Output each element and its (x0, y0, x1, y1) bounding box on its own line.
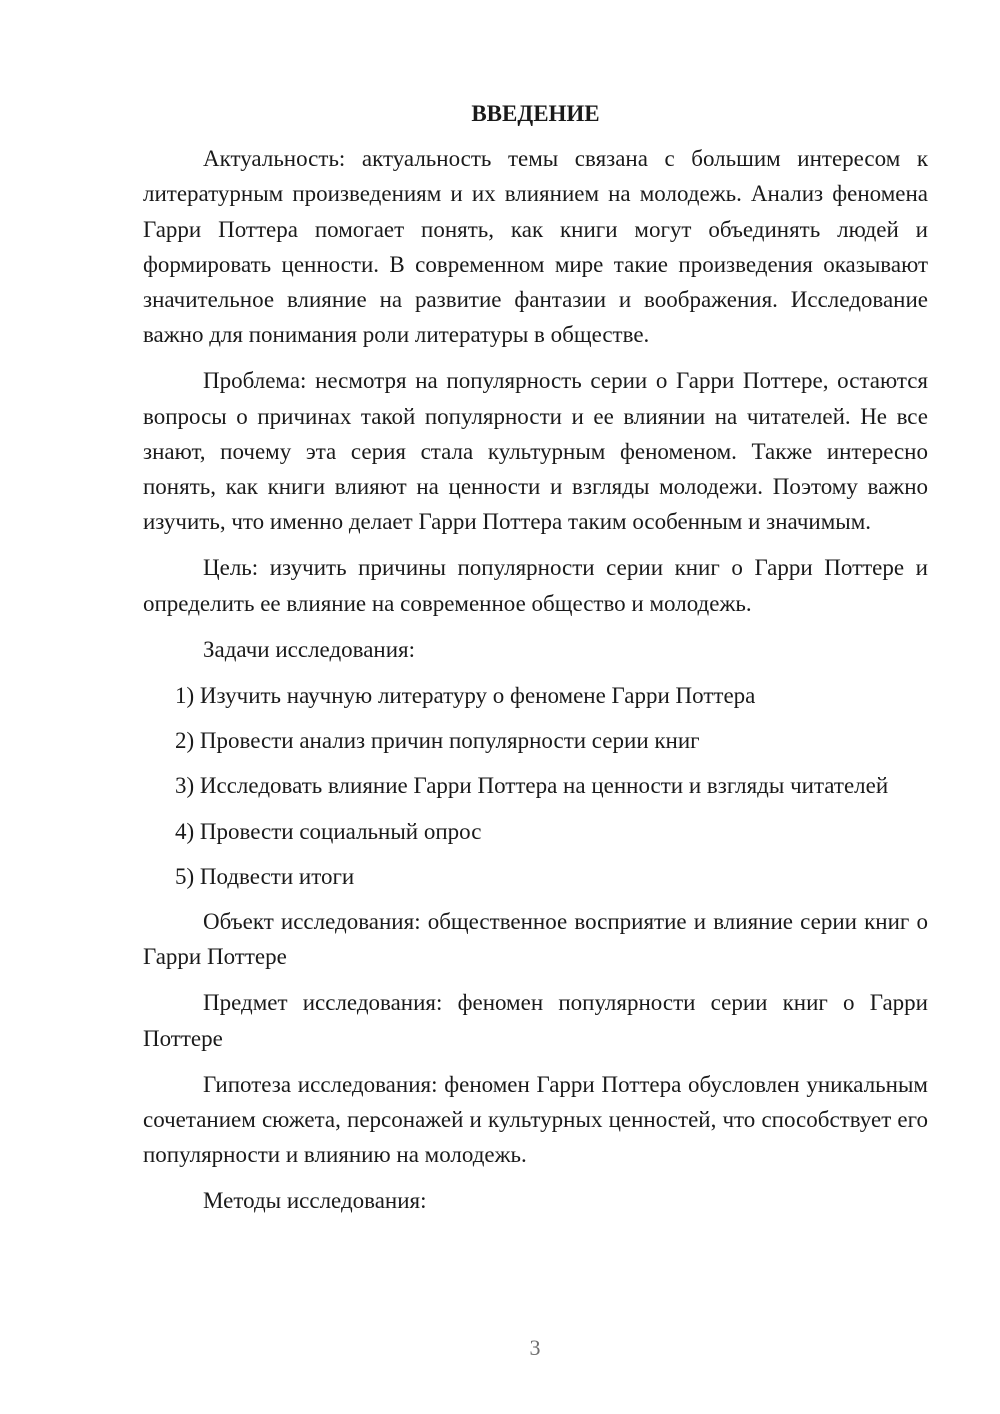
task-item: 5) Подвести итоги (175, 863, 355, 889)
paragraph-tasks-heading: Задачи исследования: (203, 636, 416, 662)
task-item: 1) Изучить научную литературу о феномене Гарри Поттера (175, 683, 756, 709)
document-page (143, 96, 928, 1230)
paragraph-hypothesis: Гипотеза исследования: феномен Гарри Поттера обусловлен уникальным сочетанием сюжета, персонажей и культурных ценностей, что способствует его популярности и влиянию на молодежь. (143, 1071, 928, 1168)
task-item: 3) Исследовать влияние Гарри Поттера на ценности и взгляды читателей (175, 773, 889, 799)
task-item: 4) Провести социальный опрос (175, 818, 482, 844)
paragraph-problem: Проблема: несмотря на популярность серии о Гарри Поттере, остаются вопросы о причинах такой популярности и ее влиянии на читателей. Не все знают, почему эта серия стала культурным феноменом. Также интересно понять, как книги влияют на ценности и взгляды молодежи. Поэтому важно изучить, что именно делает Гарри Поттера таким особенным и значимым. (143, 368, 928, 535)
paragraph-object: Объект исследования: общественное восприятие и влияние серии книг о Гарри Поттере (143, 909, 928, 970)
page-number: 3 (529, 1335, 541, 1360)
paragraph-relevance: Актуальность: актуальность темы связана с большим интересом к литературным произведениям и их влиянием на молодежь. Анализ феномена Гарри Поттера помогает понять, как книги могут объединять людей и формировать ценности. В современном мире такие произведения оказывают значительное влияние на развитие фантазии и воображения. Исследование важно для понимания роли литературы в обществе. (143, 146, 928, 348)
section-title: ВВЕДЕНИЕ (471, 101, 600, 126)
paragraph-methods: Методы исследования: (203, 1188, 427, 1214)
task-item: 2) Провести анализ причин популярности серии книг (175, 728, 700, 754)
paragraph-subject: Предмет исследования: феномен популярности серии книг о Гарри Поттере (143, 990, 928, 1051)
paragraph-goal: Цель: изучить причины популярности серии книг о Гарри Поттере и определить ее влияние на современное общество и молодежь. (143, 555, 928, 616)
